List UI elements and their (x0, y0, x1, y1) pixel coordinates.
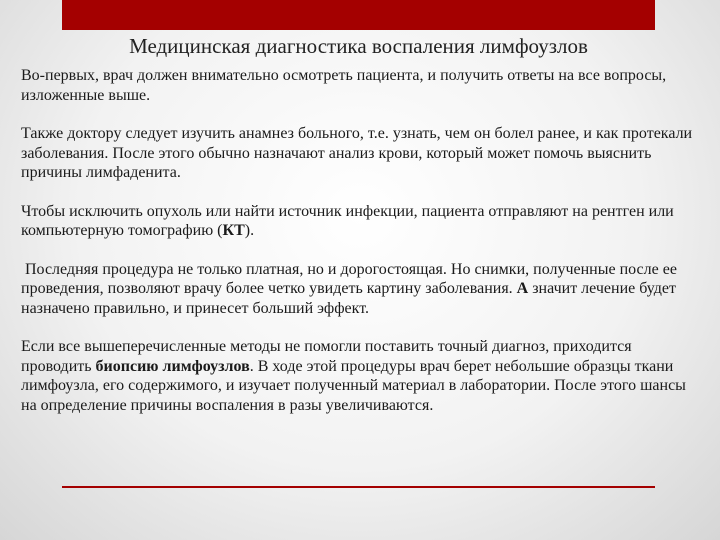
paragraph-3-tail: ). (244, 222, 255, 239)
paragraph-4 (21, 260, 701, 319)
paragraph-4-text: Последняя процедура не только платная, но и дорогостоящая. Но снимки, полученные после ее проведения, позволяют врачу более четко увидеть картину заболевания. (21, 260, 681, 297)
paragraph-4-tail: значит лечение будет назначено правильно, и принесет больший эффект. (21, 280, 680, 317)
paragraph-5-text: Если все вышеперечисленные методы не помогли поставить точный диагноз, приходится проводить (21, 338, 632, 375)
slide-content (21, 66, 701, 415)
paragraph-5-tail: . В ходе этой процедуры врач берет небольшие образцы ткани лимфоузла, его содержимого, и изучает полученный материал в лаборатории. После этого шансы на определение причины воспаления в разы увеличиваются. (21, 357, 686, 414)
top-accent-bar (62, 0, 655, 30)
paragraph-5 (21, 337, 701, 415)
slide-title: Медицинская диагностика воспаления лимфоузлов (129, 34, 588, 58)
paragraph-2 (21, 124, 701, 183)
paragraph-1-text: Во-первых, врач должен внимательно осмотреть пациента, и получить ответы на все вопросы, изложенные выше. (21, 67, 667, 104)
paragraph-5-bold: биопсию лимфоузлов (95, 357, 250, 375)
paragraph-4-bold: А (516, 280, 529, 297)
paragraph-3-bold: КТ (222, 222, 245, 239)
paragraph-3-text: Чтобы исключить опухоль или найти источник инфекции, пациента отправляют на рентген или компьютерную томографию ( (21, 202, 674, 239)
bottom-accent-line (62, 486, 655, 488)
paragraph-3 (21, 202, 701, 241)
paragraph-1 (21, 66, 701, 105)
paragraph-2-text: Также доктору следует изучить анамнез больного, т.е. узнать, чем он болел ранее, и как протекали заболевания. После этого обычно назначают анализ крови, который может помочь выяснить причины лимфаденита. (21, 125, 693, 181)
